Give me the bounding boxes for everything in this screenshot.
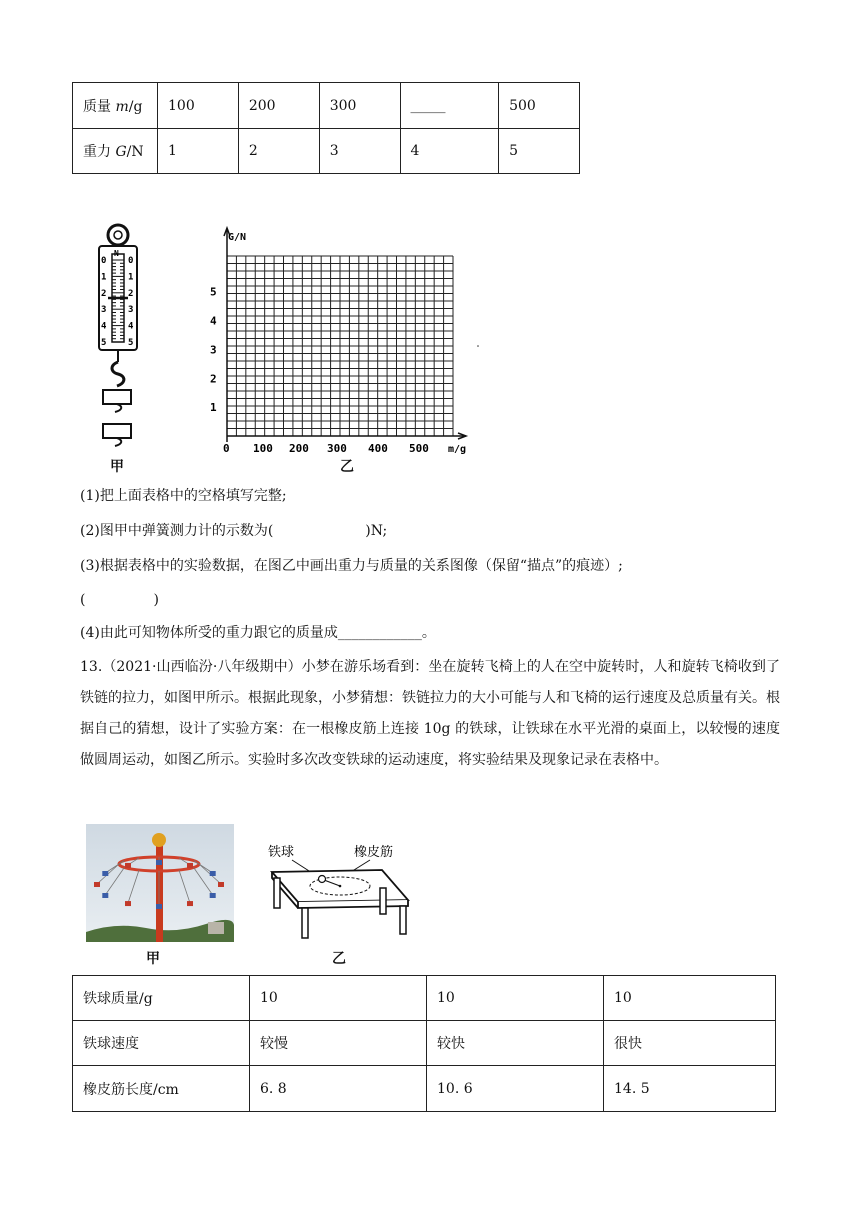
question-4: (4)由此可知物体所受的重力跟它的质量成____________。 xyxy=(80,625,436,641)
table-cell: 3 xyxy=(319,129,400,174)
table-header-cell: 橡皮筋长度/cm xyxy=(73,1066,250,1112)
table-cell: 10 xyxy=(427,976,604,1021)
scale-right-label: 2 xyxy=(128,288,134,299)
table-row xyxy=(73,129,580,174)
table-row xyxy=(73,83,580,129)
table-row xyxy=(73,1066,776,1112)
table-header-cell: 铁球速度 xyxy=(73,1021,250,1066)
figure2-caption-jia: 甲 xyxy=(146,951,160,967)
scale-unit-label: N xyxy=(114,249,119,258)
problem-13-text: 13.（2021·山西临汾·八年级期中）小梦在游乐场看到：坐在旋转飞椅上的人在空中旋转时，人和旋转飞椅收到了铁链的拉力，如图甲所示。根据此现象，小梦猜想：铁链拉力的大小可能与人和飞椅的运行速度及总质量有关。根据自己的猜想，设计了实验方案：在一根橡皮筋上连接 10g 的铁球，让铁球在水平光滑的桌面上，以较慢的速度做圆周运动，如图乙所示。实验时多次改变铁球的运动速度，将实验结果及现象记录在表格中。 xyxy=(80,659,780,768)
scale-left-label: 1 xyxy=(101,272,107,283)
x-tick-label: 400 xyxy=(368,442,388,455)
question-3-answer: ( ) xyxy=(80,592,159,608)
figure2-caption-yi: 乙 xyxy=(332,951,346,967)
weight-block-2 xyxy=(103,424,131,438)
y-tick-label: 1 xyxy=(210,401,217,415)
x-tick-label: 500 xyxy=(409,442,429,455)
iron-ball-icon xyxy=(319,876,326,883)
y-tick-label: 5 xyxy=(210,285,217,299)
iron-ball-table xyxy=(72,975,776,1112)
scale-right-label: 0 xyxy=(128,256,134,266)
scale-left-label: 2 xyxy=(101,288,107,299)
scale-left-label: 4 xyxy=(101,321,107,332)
table-cell: 300 xyxy=(319,83,400,129)
x-tick-label: 100 xyxy=(253,442,273,455)
spring-scale-figure xyxy=(88,220,148,475)
question-2: (2)图甲中弹簧测力计的示数为( )N; xyxy=(80,523,388,539)
table-cell: 10. 6 xyxy=(427,1066,604,1112)
table-header-cell: 质量 m/g xyxy=(73,83,158,129)
label-iron-ball: 铁球 xyxy=(268,845,295,860)
table-cell: 200 xyxy=(238,83,319,129)
gravity-mass-graph xyxy=(196,220,486,470)
y-axis-label: G/N xyxy=(228,232,247,243)
table-cell: 很快 xyxy=(604,1021,776,1066)
table-cell: 较快 xyxy=(427,1021,604,1066)
table-cell: 14. 5 xyxy=(604,1066,776,1112)
table-cell: 10 xyxy=(604,976,776,1021)
x-axis-label: m/g xyxy=(448,444,467,455)
scale-right-label: 5 xyxy=(128,338,134,348)
table-row xyxy=(73,1021,776,1066)
table-cell: 1 xyxy=(158,129,239,174)
table-cell: 6. 8 xyxy=(250,1066,427,1112)
scale-left-label: 0 xyxy=(101,256,107,266)
weight-block-1 xyxy=(103,390,131,404)
x-tick-label: 200 xyxy=(289,442,309,455)
y-tick-label: 3 xyxy=(210,343,217,357)
y-tick-label: 2 xyxy=(210,372,217,386)
table-cell: 500 xyxy=(499,83,580,129)
table-cell: 100 xyxy=(158,83,239,129)
table-cell-blank: _____ xyxy=(400,83,499,129)
table-cell: 2 xyxy=(238,129,319,174)
mass-weight-table xyxy=(72,82,580,174)
table-header-cell: 重力 G/N xyxy=(73,129,158,174)
scale-left-label: 5 xyxy=(101,338,107,348)
hook-icon xyxy=(112,362,124,386)
table-cell: 较慢 xyxy=(250,1021,427,1066)
table-cell: 4 xyxy=(400,129,499,174)
swing-ride-photo xyxy=(86,824,234,942)
x-tick-label: 0 xyxy=(223,442,230,455)
x-tick-label: 300 xyxy=(327,442,347,455)
table-cell: 10 xyxy=(250,976,427,1021)
question-3: (3)根据表格中的实验数据，在图乙中画出重力与质量的关系图像（保留“描点”的痕迹）; xyxy=(80,558,623,574)
scale-left-label: 3 xyxy=(101,305,107,316)
scale-right-label: 4 xyxy=(128,321,134,332)
table-experiment-diagram xyxy=(258,838,418,940)
scale-right-label: 3 xyxy=(128,305,134,316)
label-rubber-band: 橡皮筋 xyxy=(354,845,394,860)
y-tick-label: 4 xyxy=(210,314,217,328)
question-1: (1)把上面表格中的空格填写完整; xyxy=(80,488,287,504)
figure-caption-yi: 乙 xyxy=(340,459,354,475)
table-cell: 5 xyxy=(499,129,580,174)
table-row xyxy=(73,976,776,1021)
scale-right-label: 1 xyxy=(128,272,134,283)
figure-caption-jia: 甲 xyxy=(110,459,124,475)
table-header-cell: 铁球质量/g xyxy=(73,976,250,1021)
